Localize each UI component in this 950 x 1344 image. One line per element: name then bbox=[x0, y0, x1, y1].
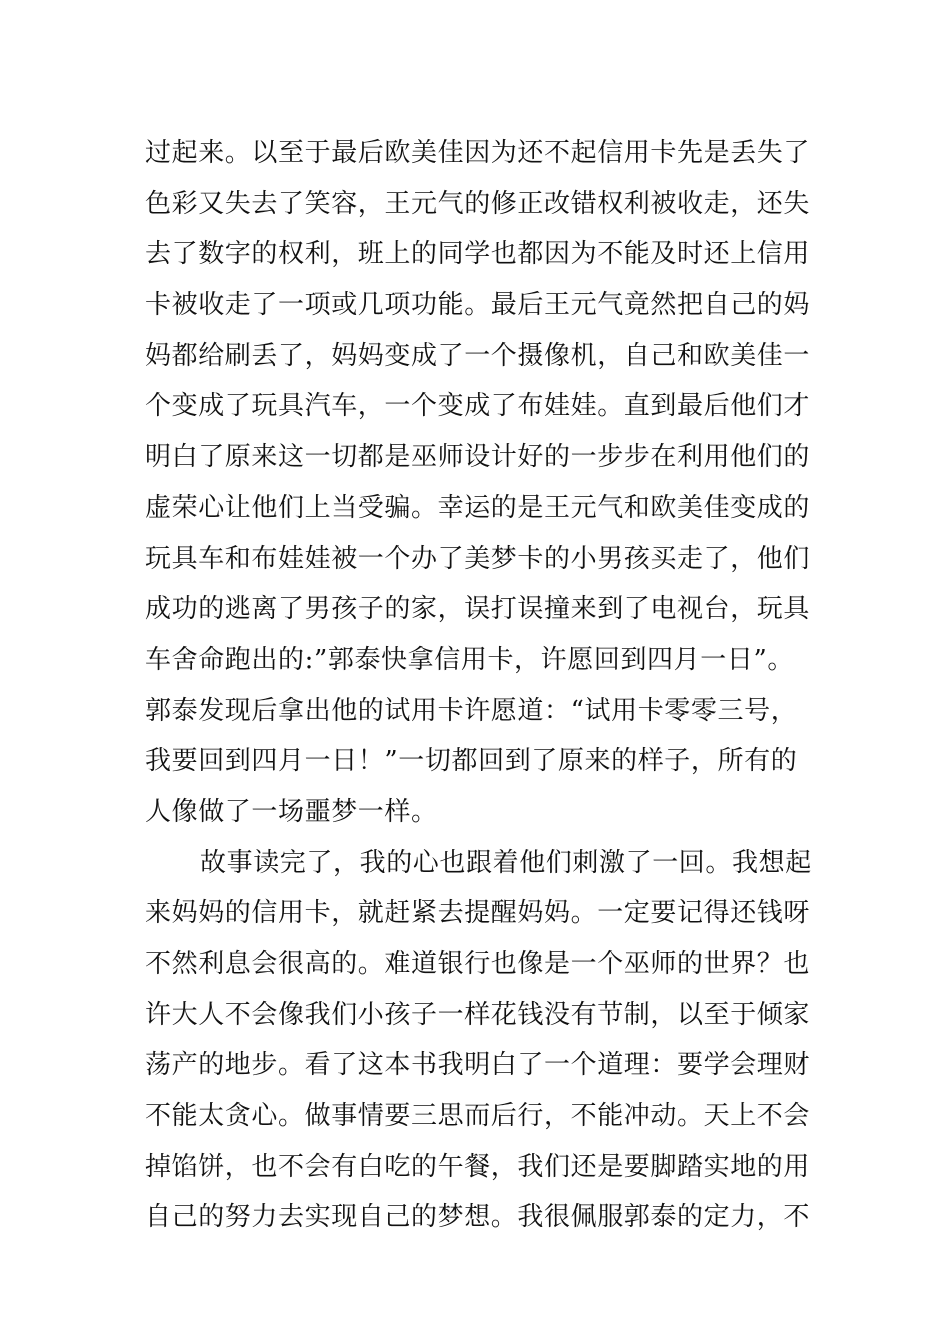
text-line: 荡产的地步。看了这本书我明白了一个道理：要学会理财 bbox=[145, 1050, 811, 1081]
text-line: 车舍命跑出的:”郭泰快拿信用卡，许愿回到四月一日”。 bbox=[145, 644, 794, 675]
text-line: 自己的努力去实现自己的梦想。我很佩服郭泰的定力，不 bbox=[145, 1202, 811, 1233]
text-line: 掉馅饼，也不会有白吃的午餐，我们还是要脚踏实地的用 bbox=[145, 1151, 811, 1182]
text-line: 我要回到四月一日！”一切都回到了原来的样子，所有的 bbox=[145, 746, 798, 777]
text-line: 虚荣心让他们上当受骗。幸运的是王元气和欧美佳变成的 bbox=[145, 492, 811, 523]
text-line: 许大人不会像我们小孩子一样花钱没有节制，以至于倾家 bbox=[145, 999, 811, 1030]
text-line: 去了数字的权利，班上的同学也都因为不能及时还上信用 bbox=[145, 239, 811, 270]
text-line: 玩具车和布娃娃被一个办了美梦卡的小男孩买走了，他们 bbox=[145, 543, 811, 574]
text-line: 成功的逃离了男孩子的家，误打误撞来到了电视台，玩具 bbox=[145, 594, 811, 625]
text-line: 色彩又失去了笑容，王元气的修正改错权利被收走，还失 bbox=[145, 188, 811, 219]
text-line: 卡被收走了一项或几项功能。最后王元气竟然把自己的妈 bbox=[145, 290, 811, 321]
text-line: 过起来。以至于最后欧美佳因为还不起信用卡先是丢失了 bbox=[145, 138, 811, 168]
paragraph-start-line: 故事读完了，我的心也跟着他们刺激了一回。我想起 bbox=[200, 847, 812, 878]
text-line: 明白了原来这一切都是巫师设计好的一步步在利用他们的 bbox=[145, 442, 811, 473]
text-line: 妈都给刷丢了，妈妈变成了一个摄像机，自己和欧美佳一 bbox=[145, 340, 811, 371]
body-text bbox=[145, 128, 810, 1243]
text-line: 个变成了玩具汽车，一个变成了布娃娃。直到最后他们才 bbox=[145, 391, 811, 422]
text-line: 郭泰发现后拿出他的试用卡许愿道：“试用卡零零三号， bbox=[145, 695, 798, 726]
text-line: 人像做了一场噩梦一样。 bbox=[145, 796, 438, 827]
text-line: 不然利息会很高的。难道银行也像是一个巫师的世界？也 bbox=[145, 949, 811, 979]
text-line: 不能太贪心。做事情要三思而后行，不能冲动。天上不会 bbox=[145, 1101, 811, 1132]
text-line: 来妈妈的信用卡，就赶紧去提醒妈妈。一定要记得还钱呀 bbox=[145, 898, 811, 929]
